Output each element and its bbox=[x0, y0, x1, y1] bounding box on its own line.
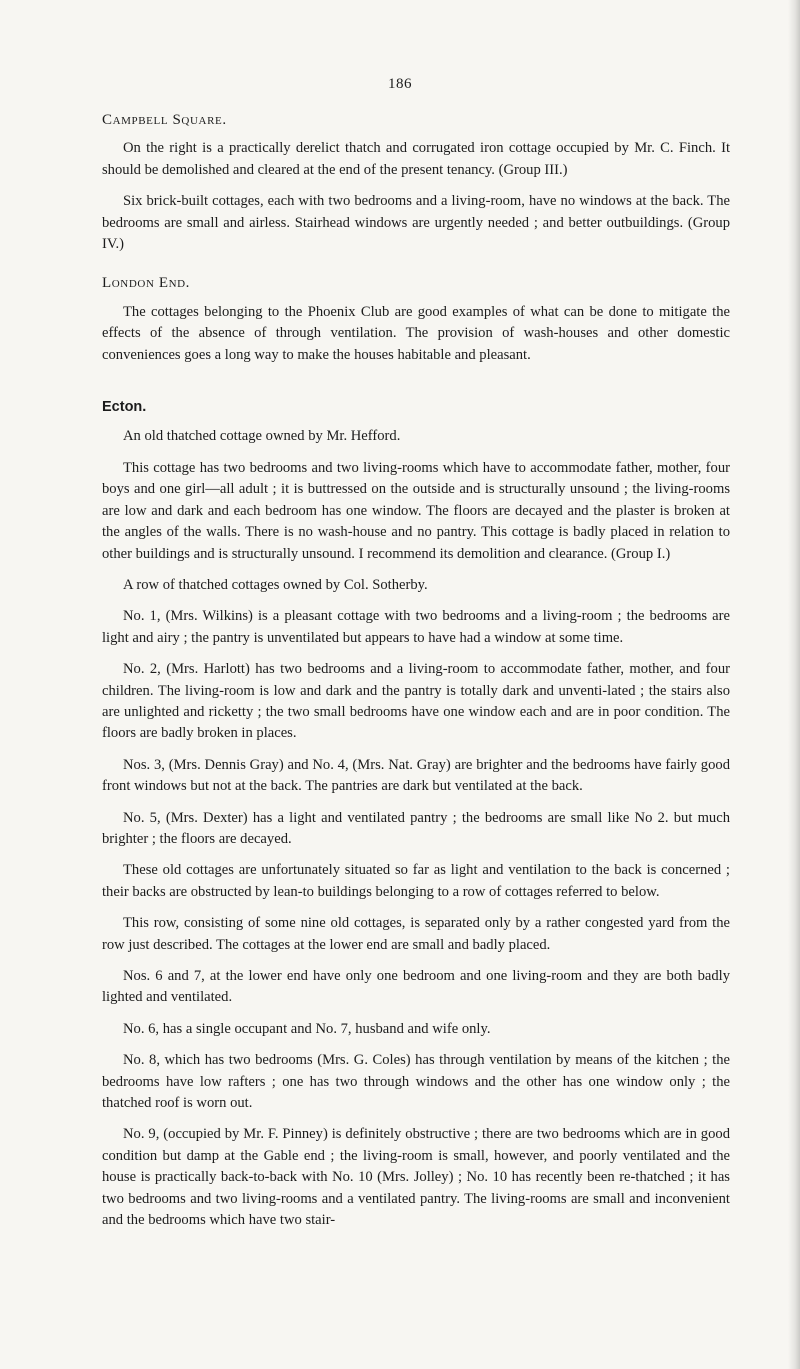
page-number: 186 bbox=[388, 76, 412, 92]
paragraph: No. 5, (Mrs. Dexter) has a light and ventilated pantry ; the bedrooms are small like No 2. but much brighter ; the floors are decayed. bbox=[102, 809, 730, 847]
paragraph: The cottages belonging to the Phoenix Club are good examples of what can be done to mitigate the effects of the absence of through ventilation. The provision of wash-houses and other domestic conveniences goes a long way to make the houses habitable and pleasant. bbox=[102, 303, 730, 363]
section-heading-campbell-square: Campbell Square. bbox=[102, 112, 227, 128]
paragraph: No. 8, which has two bedrooms (Mrs. G. Coles) has through ventilation by means of the kitchen ; the bedrooms have low rafters ; one has two through windows and the other has one window only ; the thatched roof is worn out. bbox=[102, 1052, 730, 1112]
paragraph: No. 2, (Mrs. Harlott) has two bedrooms and a living-room to accommodate father, mother, and four children. The living-room is low and dark and the pantry is totally dark and unventi-lated ; the stairs also are unlighted and ricketty ; the two small bedrooms have one window each and are in poor condition. The floors are badly broken in places. bbox=[102, 661, 730, 742]
paragraph: An old thatched cottage owned by Mr. Hefford. bbox=[123, 428, 401, 445]
paragraph: Nos. 3, (Mrs. Dennis Gray) and No. 4, (Mrs. Nat. Gray) are brighter and the bedrooms have fairly good front windows but not at the back. The pantries are dark but ventilated at the back. bbox=[102, 756, 730, 795]
document-body bbox=[102, 110, 730, 1241]
section-heading-ecton: Ecton. bbox=[102, 399, 147, 416]
paragraph: On the right is a practically derelict thatch and corrugated iron cottage occupied by Mr. C. Finch. It should be demolished and cleared at the end of the present tenancy. (Group III.) bbox=[102, 140, 730, 178]
paragraph: Six brick-built cottages, each with two bedrooms and a living-room, have no windows at the back. The bedrooms are small and airless. Stairhead windows are urgently needed ; and better outbuildings. (Group IV.) bbox=[102, 193, 730, 253]
paragraph: No. 9, (occupied by Mr. F. Pinney) is definitely obstructive ; there are two bedrooms which are in good condition but damp at the Gable end ; the living-room is small, however, and poorly ventilated and the house is practically back-to-back with No. 10 (Mrs. Jolley) ; No. 10 has recently been re-thatched ; it has two bedrooms and two living-rooms and a ventilated pantry. The living-rooms are small and inconvenient and the bedrooms which have two stair- bbox=[102, 1126, 730, 1229]
section-heading-london-end: London End. bbox=[102, 275, 191, 292]
page-edge-shadow bbox=[788, 0, 800, 1369]
paragraph: No. 6, has a single occupant and No. 7, husband and wife only. bbox=[123, 1020, 491, 1037]
paragraph: A row of thatched cottages owned by Col. Sotherby. bbox=[123, 576, 428, 593]
paragraph: This row, consisting of some nine old cottages, is separated only by a rather congested yard from the row just described. The cottages at the lower end are small and badly placed. bbox=[102, 915, 730, 953]
paragraph: These old cottages are unfortunately situated so far as light and ventilation to the back is concerned ; their backs are obstructed by lean-to buildings belonging to a row of cottages referred to below. bbox=[102, 862, 730, 900]
paragraph: Nos. 6 and 7, at the lower end have only one bedroom and one living-room and they are both badly lighted and ventilated. bbox=[102, 968, 730, 1006]
paragraph: No. 1, (Mrs. Wilkins) is a pleasant cottage with two bedrooms and a living-room ; the bedrooms are light and airy ; the pantry is unventilated but appears to have had a window at some time. bbox=[102, 608, 730, 646]
paragraph: This cottage has two bedrooms and two living-rooms which have to accommodate father, mother, four boys and one girl—all adult ; it is buttressed on the outside and is structurally unsound ; the living-rooms are low and dark and each bedroom has one window. The floors are decayed and the plaster is broken at the angles of the walls. There is no wash-house and no pantry. This cottage is badly placed in relation to other buildings and is structurally unsound. I recommend its demolition and clearance. (Group I.) bbox=[102, 459, 730, 562]
